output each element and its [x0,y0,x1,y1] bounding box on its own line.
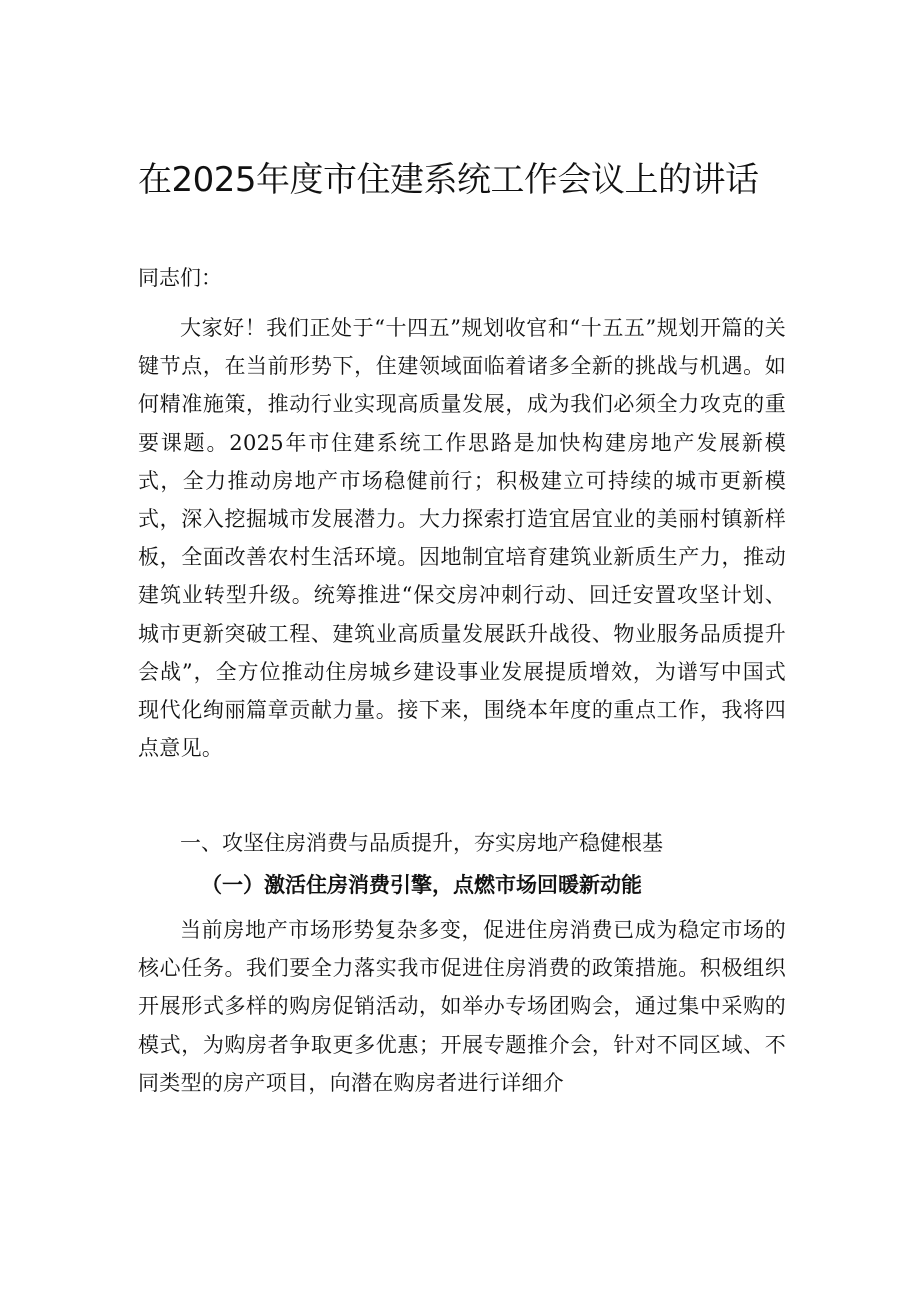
opening-paragraph: 大家好！我们正处于“十四五”规划收官和“十五五”规划开篇的关键节点，在当前形势下，住建领域面临着诸多全新的挑战与机遇。如何精准施策，推动行业实现高质量发展，成为我们必须全力攻克的重要课题。2025年市住建系统工作思路是加快构建房地产发展新模式，全力推动房地产市场稳健前行；积极建立可持续的城市更新模式，深入挖掘城市发展潜力。大力探索打造宜居宜业的美丽村镇新样板，全面改善农村生活环境。因地制宜培育建筑业新质生产力，推动建筑业转型升级。统筹推进“保交房冲刺行动、回迁安置攻坚计划、城市更新突破工程、建筑业高质量发展跃升战役、物业服务品质提升会战”，全方位推动住房城乡建设事业发展提质增效，为谱写中国式现代化绚丽篇章贡献力量。接下来，围绕本年度的重点工作，我将四点意见。 [138,316,786,761]
body-paragraph: 当前房地产市场形势复杂多变，促进住房消费已成为稳定市场的核心任务。我们要全力落实我市促进住房消费的政策措施。积极组织开展形式多样的购房促销活动，如举办专场团购会，通过集中采购的模式，为购房者争取更多优惠；开展专题推介会，针对不同区域、不同类型的房产项目，向潜在购房者进行详细介 [138,918,786,1095]
document-title: 在2025年度市住建系统工作会议上的讲话 [138,160,759,200]
subsection-heading: （一）激活住房消费引擎，点燃市场回暖新动能 [201,872,642,897]
section-heading: 一、攻坚住房消费与品质提升，夯实房地产稳健根基 [180,831,663,855]
salutation: 同志们： [138,266,222,290]
